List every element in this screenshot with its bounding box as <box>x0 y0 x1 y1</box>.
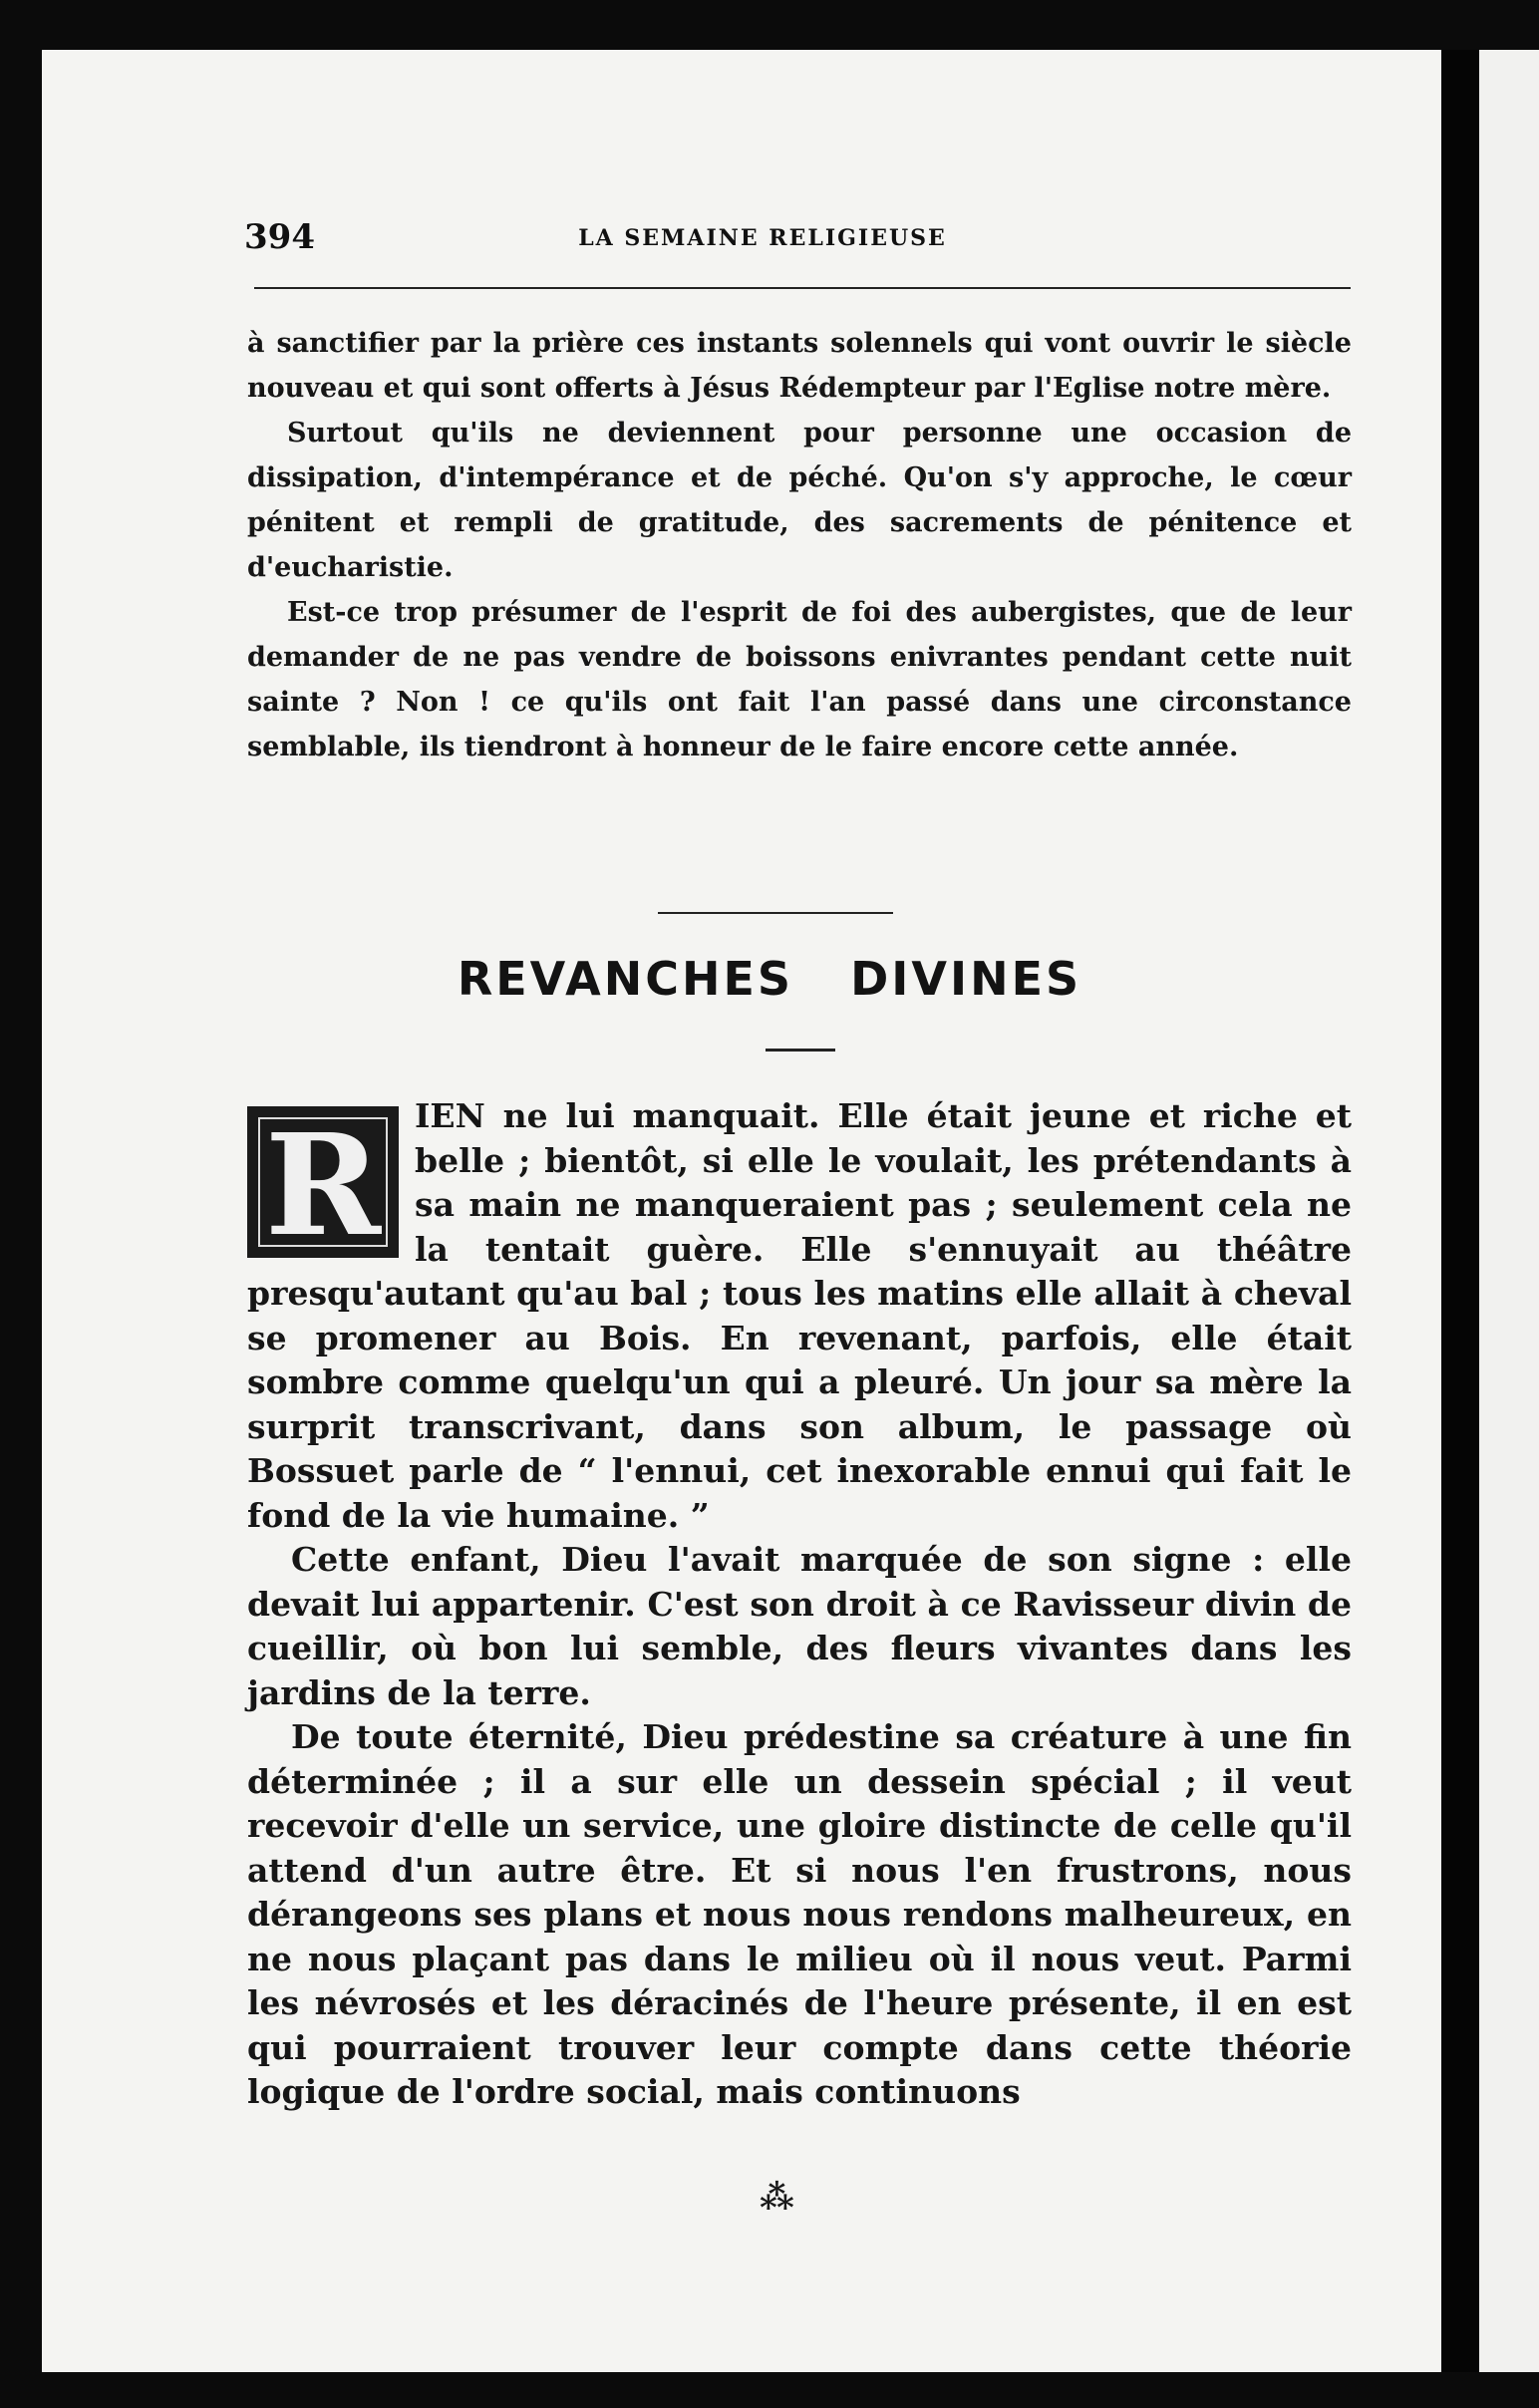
page-header <box>204 217 1351 257</box>
asterism: ⁂ <box>760 2178 796 2218</box>
article-lead-paragraph <box>247 1094 1352 1538</box>
intro-paragraph: Surtout qu'ils ne deviennent pour personne une occasion de dissipation, d'intempérance et de péché. Qu'on s'y approche, le cœur pénitent et rempli de gratitude, des sacrements de pénitence et d'eucharistie. <box>247 418 1352 583</box>
intro-text <box>247 321 1352 769</box>
page-number: 394 <box>244 217 315 257</box>
lead-text: IEN ne lui manquait. Elle était jeune et riche et belle ; bientôt, si elle le voulait, les prétendants à sa main ne manqueraient pas ; seulement cela ne la tentait guère. Elle s'ennuyait au théâtre presqu'autant qu'au bal ; tous les matins elle allait à cheval se promener au Bois. En revenant, parfois, elle était sombre comme quelqu'un qui a pleuré. Un jour sa mère la surprit transcrivant, dans son album, le passage où Bossuet parle de “ l'ennui, cet inexorable ennui qui fait le fond de la vie humaine. ” <box>247 1096 1352 1535</box>
running-title: LA SEMAINE RELIGIEUSE <box>578 225 947 251</box>
title-underline <box>766 1049 835 1052</box>
section-divider <box>658 912 893 914</box>
facing-page-edge <box>1479 50 1539 2372</box>
intro-paragraph: à sanctifier par la prière ces instants solennels qui vont ouvrir le siècle nouveau et qui sont offerts à Jésus Rédempteur par l'Eglise notre mère. <box>247 328 1352 404</box>
header-rule <box>254 287 1351 289</box>
dropcap-letter: R <box>264 1104 382 1268</box>
intro-paragraph: Est-ce trop présumer de l'esprit de foi des aubergistes, que de leur demander de ne pas vendre de boissons enivrantes pendant cette nuit sainte ? Non ! ce qu'ils ont fait l'an passé dans une circonstance semblable, ils tiendront à honneur de le faire encore cette année. <box>247 597 1352 762</box>
dropcap-spacer <box>247 1094 415 1266</box>
article-title: REVANCHES DIVINES <box>457 952 1082 1006</box>
article-paragraph: De toute éternité, Dieu prédestine sa créature à une fin déterminée ; il a sur elle un dessein spécial ; il veut recevoir d'elle un service, une gloire distincte de celle qu'il attend d'un autre être. Et si nous l'en frustrons, nous dérangeons ses plans et nous nous rendons malheureux, en ne nous plaçant pas dans le milieu où il nous veut. Parmi les névrosés et les déracinés de l'heure présente, il en est qui pourraient trouver leur compte dans cette théorie logique de l'ordre social, mais continuons <box>247 1717 1352 2111</box>
article-paragraph: Cette enfant, Dieu l'avait marquée de son signe : elle devait lui appartenir. C'est son droit à ce Ravisseur divin de cueillir, où bon lui semble, des fleurs vivantes dans les jardins de la terre. <box>247 1540 1352 1712</box>
article-body <box>247 1094 1352 2115</box>
page-gutter <box>1441 50 1479 2372</box>
